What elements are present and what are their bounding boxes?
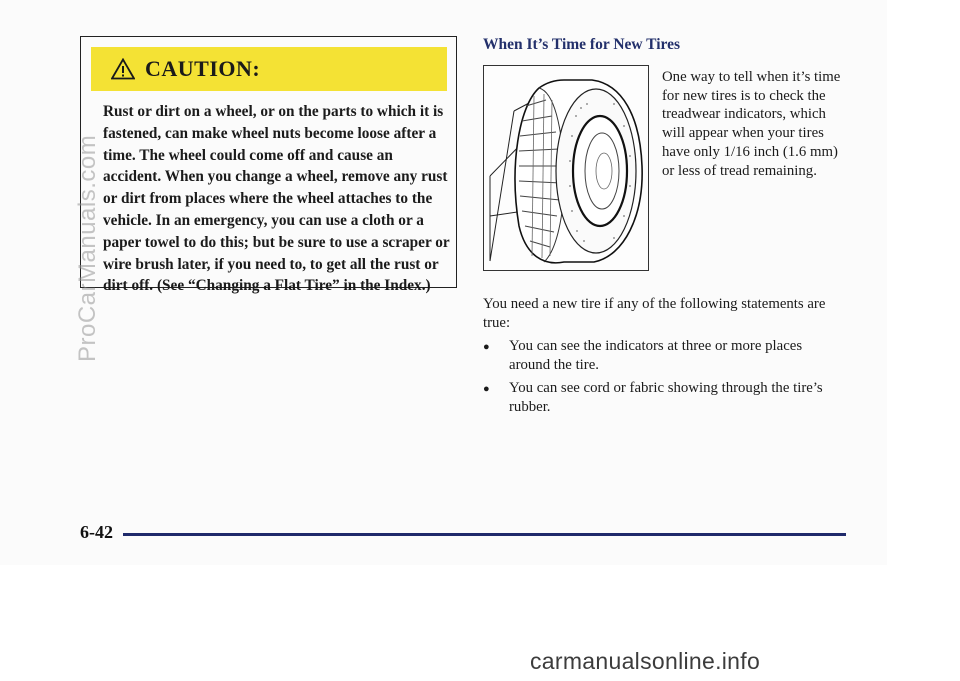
caution-title: CAUTION: bbox=[145, 56, 261, 81]
list-item bbox=[483, 379, 843, 416]
caution-header bbox=[91, 47, 447, 91]
caution-text: Rust or dirt on a wheel, or on the parts to which it is fastened, can make wheel nuts become loose after a time. The wheel could come off and cause an accident. When you change a wheel, remove any rust or dirt from places where the wheel attaches to the vehicle. In an emergency, you can use a cloth or a paper towel to do this; but be sure to use a scraper or wire brush later, if you need to, to get all the rust or dirt off. (See “Changing a Flat Tire” in the Index.) bbox=[103, 103, 450, 295]
list-item bbox=[483, 337, 843, 374]
bullet-icon: ● bbox=[483, 383, 490, 395]
section-heading: When It’s Time for New Tires bbox=[483, 36, 681, 53]
bottom-watermark: carmanualsonline.info bbox=[530, 648, 761, 674]
tire-drawing bbox=[484, 66, 648, 270]
bullet-text: You can see cord or fabric showing through the tire’s rubber. bbox=[509, 380, 823, 415]
bullet-text: You can see the indicators at three or more places around the tire. bbox=[509, 338, 803, 373]
side-watermark-text: ProCarManuals.com bbox=[74, 134, 101, 362]
tire-illustration bbox=[483, 65, 649, 271]
page-number: 6-42 bbox=[80, 522, 113, 542]
intro-text: One way to tell when it’s time for new tires is to check the treadwear indicators, which will appear when your tires have only 1/16 inch (1.6 mm) or less of tread remaining. bbox=[662, 69, 841, 179]
caution-box bbox=[80, 36, 457, 295]
requirements-paragraph: You need a new tire if any of the following statements are true: bbox=[483, 296, 826, 331]
footer-rule bbox=[123, 533, 846, 536]
bullet-icon: ● bbox=[483, 341, 490, 353]
warning-triangle-icon bbox=[111, 58, 135, 80]
